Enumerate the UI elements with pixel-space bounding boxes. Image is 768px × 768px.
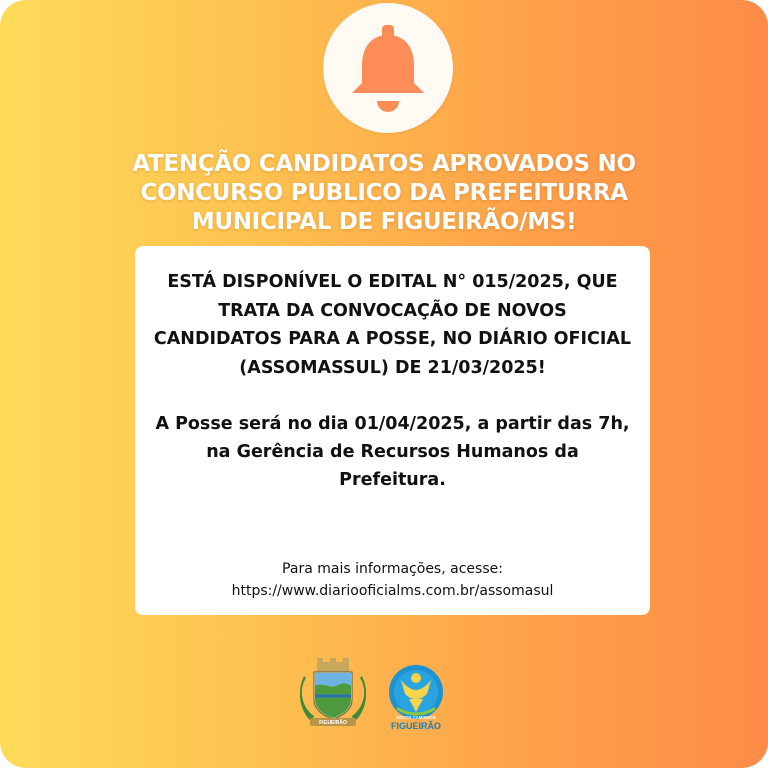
bell-icon bbox=[348, 25, 428, 117]
notice-line: CANDIDATOS PARA A POSSE, NO DIÁRIO OFICIAL bbox=[153, 329, 632, 349]
logo-name: FIGUEIRÃO bbox=[390, 721, 442, 731]
posse-line: Prefeitura. bbox=[339, 470, 446, 490]
headline bbox=[120, 150, 648, 237]
headline-line: MUNICIPAL DE FIGUEIRÃO/MS! bbox=[191, 209, 577, 235]
headline-line: ATENÇÃO CANDIDATOS APROVADOS NO bbox=[132, 151, 636, 177]
info-url[interactable]: https://www.diariooficialms.com.br/assomasul bbox=[231, 583, 554, 599]
notice-card bbox=[135, 246, 650, 615]
headline-line: CONCURSO PUBLICO DA PREFEITURRA bbox=[140, 180, 628, 206]
edital-notice bbox=[135, 268, 650, 382]
info-label: Para mais informações, acesse: bbox=[282, 561, 503, 577]
crest-text: FIGUEIRÃO bbox=[319, 720, 347, 727]
notice-line: TRATA DA CONVOCAÇÃO DE NOVOS bbox=[218, 300, 567, 321]
posse-line: na Gerência de Recursos Humanos da bbox=[206, 442, 579, 462]
notice-line: (ASSOMASSUL) DE 21/03/2025! bbox=[239, 357, 546, 378]
posse-line: A Posse será no dia 01/04/2025, a partir das 7h, bbox=[155, 414, 630, 434]
municipal-crest bbox=[300, 656, 366, 728]
notice-line: ESTÁ DISPONÍVEL O EDITAL N° 015/2025, QUE bbox=[167, 272, 618, 292]
figueirao-logo bbox=[383, 664, 449, 732]
logo-tagline: NOVOS CAMINHOS bbox=[396, 715, 436, 720]
posse-notice bbox=[135, 410, 650, 494]
bell-badge bbox=[323, 3, 453, 133]
